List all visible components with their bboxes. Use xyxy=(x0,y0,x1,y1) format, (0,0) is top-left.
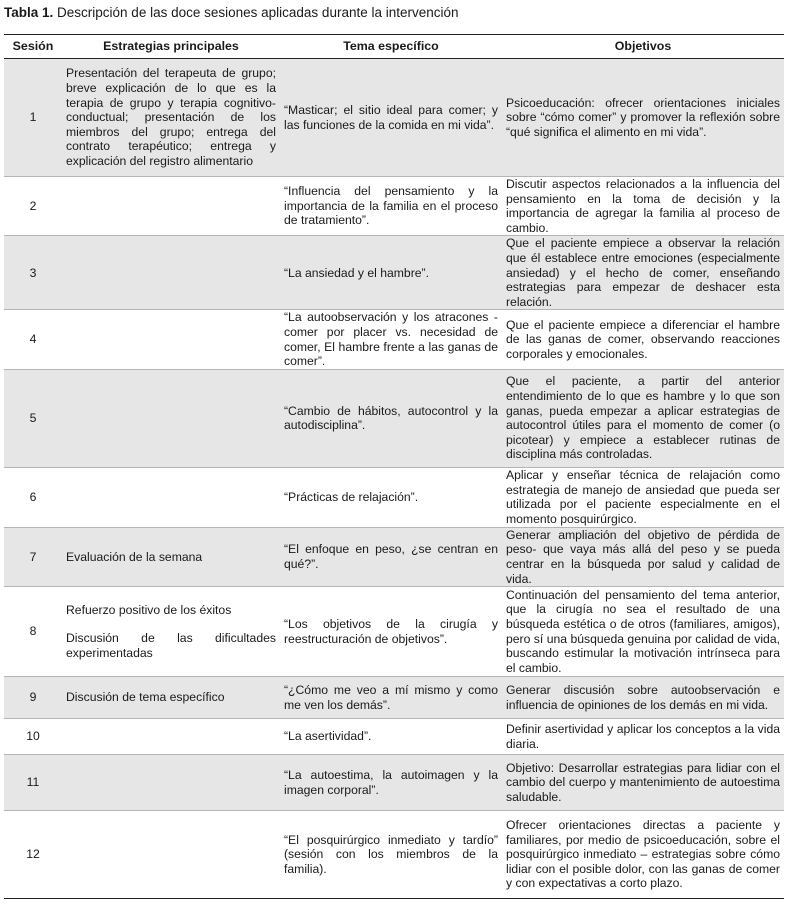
topic-cell: “La ansiedad y el hambre”. xyxy=(280,236,502,310)
table-row xyxy=(4,369,784,467)
strategies-cell xyxy=(62,59,280,177)
caption-label: Tabla 1. xyxy=(4,5,54,20)
table-row xyxy=(4,177,784,236)
topic-cell: “La asertividad”. xyxy=(284,729,372,744)
caption-text: Descripción de las doce sesiones aplicadas durante la intervención xyxy=(53,5,459,20)
table-row xyxy=(4,527,784,586)
table-body xyxy=(4,59,784,899)
table-row xyxy=(4,719,784,755)
topic-cell: “Prácticas de relajación”. xyxy=(284,489,419,504)
table-row xyxy=(4,755,784,811)
topic-cell: “La autoobservación y los atracones - comer por placer vs. necesidad de comer, El hambre frente a las ganas de comer”. xyxy=(284,310,498,369)
table-row xyxy=(4,677,784,719)
table-header xyxy=(4,35,784,59)
topic-cell: “La autoestima, la autoimagen y la imagen corporal”. xyxy=(280,755,502,811)
strategy-text: Presentación del terapeuta de grupo; breve explicación de lo que es la terapia de grupo y terapia cognitivo-conductual; presentación de los miembros del grupo; entrega del contrato terapéutico; entrega y explicación del registro alimentario xyxy=(66,66,276,168)
topic-cell: “El enfoque en peso, ¿se centran en qué?”. xyxy=(280,527,502,586)
topic-cell: “Cambio de hábitos, autocontrol y la autodisciplina”. xyxy=(280,369,502,467)
objectives-cell: Definir asertividad y aplicar los conceptos a la vida diaria. xyxy=(506,722,780,751)
strategies-cell xyxy=(62,467,280,527)
strategies-cell xyxy=(62,310,280,369)
strategies-cell xyxy=(62,587,280,677)
topic-cell: “El posquirúrgico inmediato y tardío” (sesión con los miembros de la familia). xyxy=(284,832,498,876)
strategies-cell xyxy=(62,811,280,899)
strategy-text: Evaluación de la semana xyxy=(66,549,203,564)
objectives-cell: Generar discusión sobre autoobservación e influencia de opiniones de los demás en mi vida. xyxy=(502,677,784,719)
session-number: 9 xyxy=(4,677,62,719)
objectives-cell: Que el paciente, a partir del anterior entendimiento de lo que es hambre y lo que son ganas, pueda empezar a aplicar estrategias de autocontrol útiles para el momento de comer (o picotear) y empiece a establecer rutinas de disciplina más controladas. xyxy=(502,369,784,467)
session-number: 8 xyxy=(29,624,37,639)
objectives-cell: Generar ampliación del objetivo de pérdida de peso- que vaya más allá del peso y se pueda centrar en la búsqueda por salud y calidad de vida. xyxy=(502,527,784,586)
objectives-cell: Psicoeducación: ofrecer orientaciones iniciales sobre “cómo comer” y promover la reflexión sobre “qué significa el alimento en mi vida”. xyxy=(502,59,784,177)
strategy-text: Discusión de tema específico xyxy=(66,690,225,705)
header-session: Sesión xyxy=(4,35,62,59)
objectives-cell: Continuación del pensamiento del tema anterior, que la cirugía no sea el resultado de una búsqueda estética o de otros (familiares, amigos), pero sí una búsqueda genuina por calidad de vida, buscando estimular la motivación intrínseca para el cambio. xyxy=(506,587,780,675)
table-row xyxy=(4,310,784,369)
session-number: 3 xyxy=(4,236,62,310)
session-number: 11 xyxy=(4,755,62,811)
strategies-cell xyxy=(62,527,280,586)
topic-cell: “¿Cómo me veo a mí mismo y como me ven los demás”. xyxy=(280,677,502,719)
topic-cell: “Los objetivos de la cirugía y reestructuración de objetivos”. xyxy=(284,617,498,646)
strategies-cell xyxy=(62,369,280,467)
table-row xyxy=(4,236,784,310)
session-number: 1 xyxy=(4,59,62,177)
objectives-cell: Objetivo: Desarrollar estrategias para lidiar con el cambio del cuerpo y mantenimiento de autoestima saludable. xyxy=(502,755,784,811)
session-number: 5 xyxy=(4,369,62,467)
session-number: 6 xyxy=(29,489,37,504)
strategy-text: Discusión de las dificultades experimentadas xyxy=(66,631,276,660)
strategies-cell xyxy=(62,719,280,755)
strategies-cell xyxy=(62,177,280,236)
session-number: 2 xyxy=(29,198,37,213)
objectives-cell: Aplicar y enseñar técnica de relajación como estrategia de manejo de ansiedad que pueda ser utilizada por el paciente especialmente en el momento posquirúrgico. xyxy=(506,468,780,526)
session-number: 12 xyxy=(26,847,40,862)
table-row xyxy=(4,467,784,527)
header-objectives: Objetivos xyxy=(502,35,784,59)
objectives-cell: Ofrecer orientaciones directas a paciente y familiares, por medio de psicoeducación, sobre el posquirúrgico inmediato – estrategias sobre cómo lidiar con el posible dolor, con las ganas de comer y con expectativas a corto plazo. xyxy=(506,818,780,891)
strategies-cell xyxy=(62,755,280,811)
table-row xyxy=(4,811,784,899)
topic-cell: “Masticar; el sitio ideal para comer; y las funciones de la comida en mi vida”. xyxy=(280,59,502,177)
sessions-table xyxy=(4,34,784,899)
strategies-cell xyxy=(62,677,280,719)
session-number: 7 xyxy=(4,527,62,586)
objectives-cell: Que el paciente empiece a observar la relación que él establece entre emociones (especialmente ansiedad) y el hecho de comer, enseñando estrategias para empezar de deshacer esta relación. xyxy=(502,236,784,310)
session-number: 10 xyxy=(26,729,40,744)
objectives-cell: Que el paciente empiece a diferenciar el hambre de las ganas de comer, observando reacciones corporales y emocionales. xyxy=(506,317,780,361)
topic-cell: “Influencia del pensamiento y la importancia de la familia en el proceso de tratamiento”. xyxy=(284,184,498,228)
header-strategies: Estrategias principales xyxy=(62,35,280,59)
strategy-text: Refuerzo positivo de los éxitos xyxy=(66,602,232,617)
strategies-cell xyxy=(62,236,280,310)
table-row xyxy=(4,59,784,177)
table-caption xyxy=(4,4,459,21)
objectives-cell: Discutir aspectos relacionados a la influencia del pensamiento en la toma de decisión y la importancia de agregar la familia al proceso de cambio. xyxy=(506,177,780,235)
table-row xyxy=(4,587,784,677)
header-topic: Tema específico xyxy=(280,35,502,59)
session-number: 4 xyxy=(29,332,37,347)
